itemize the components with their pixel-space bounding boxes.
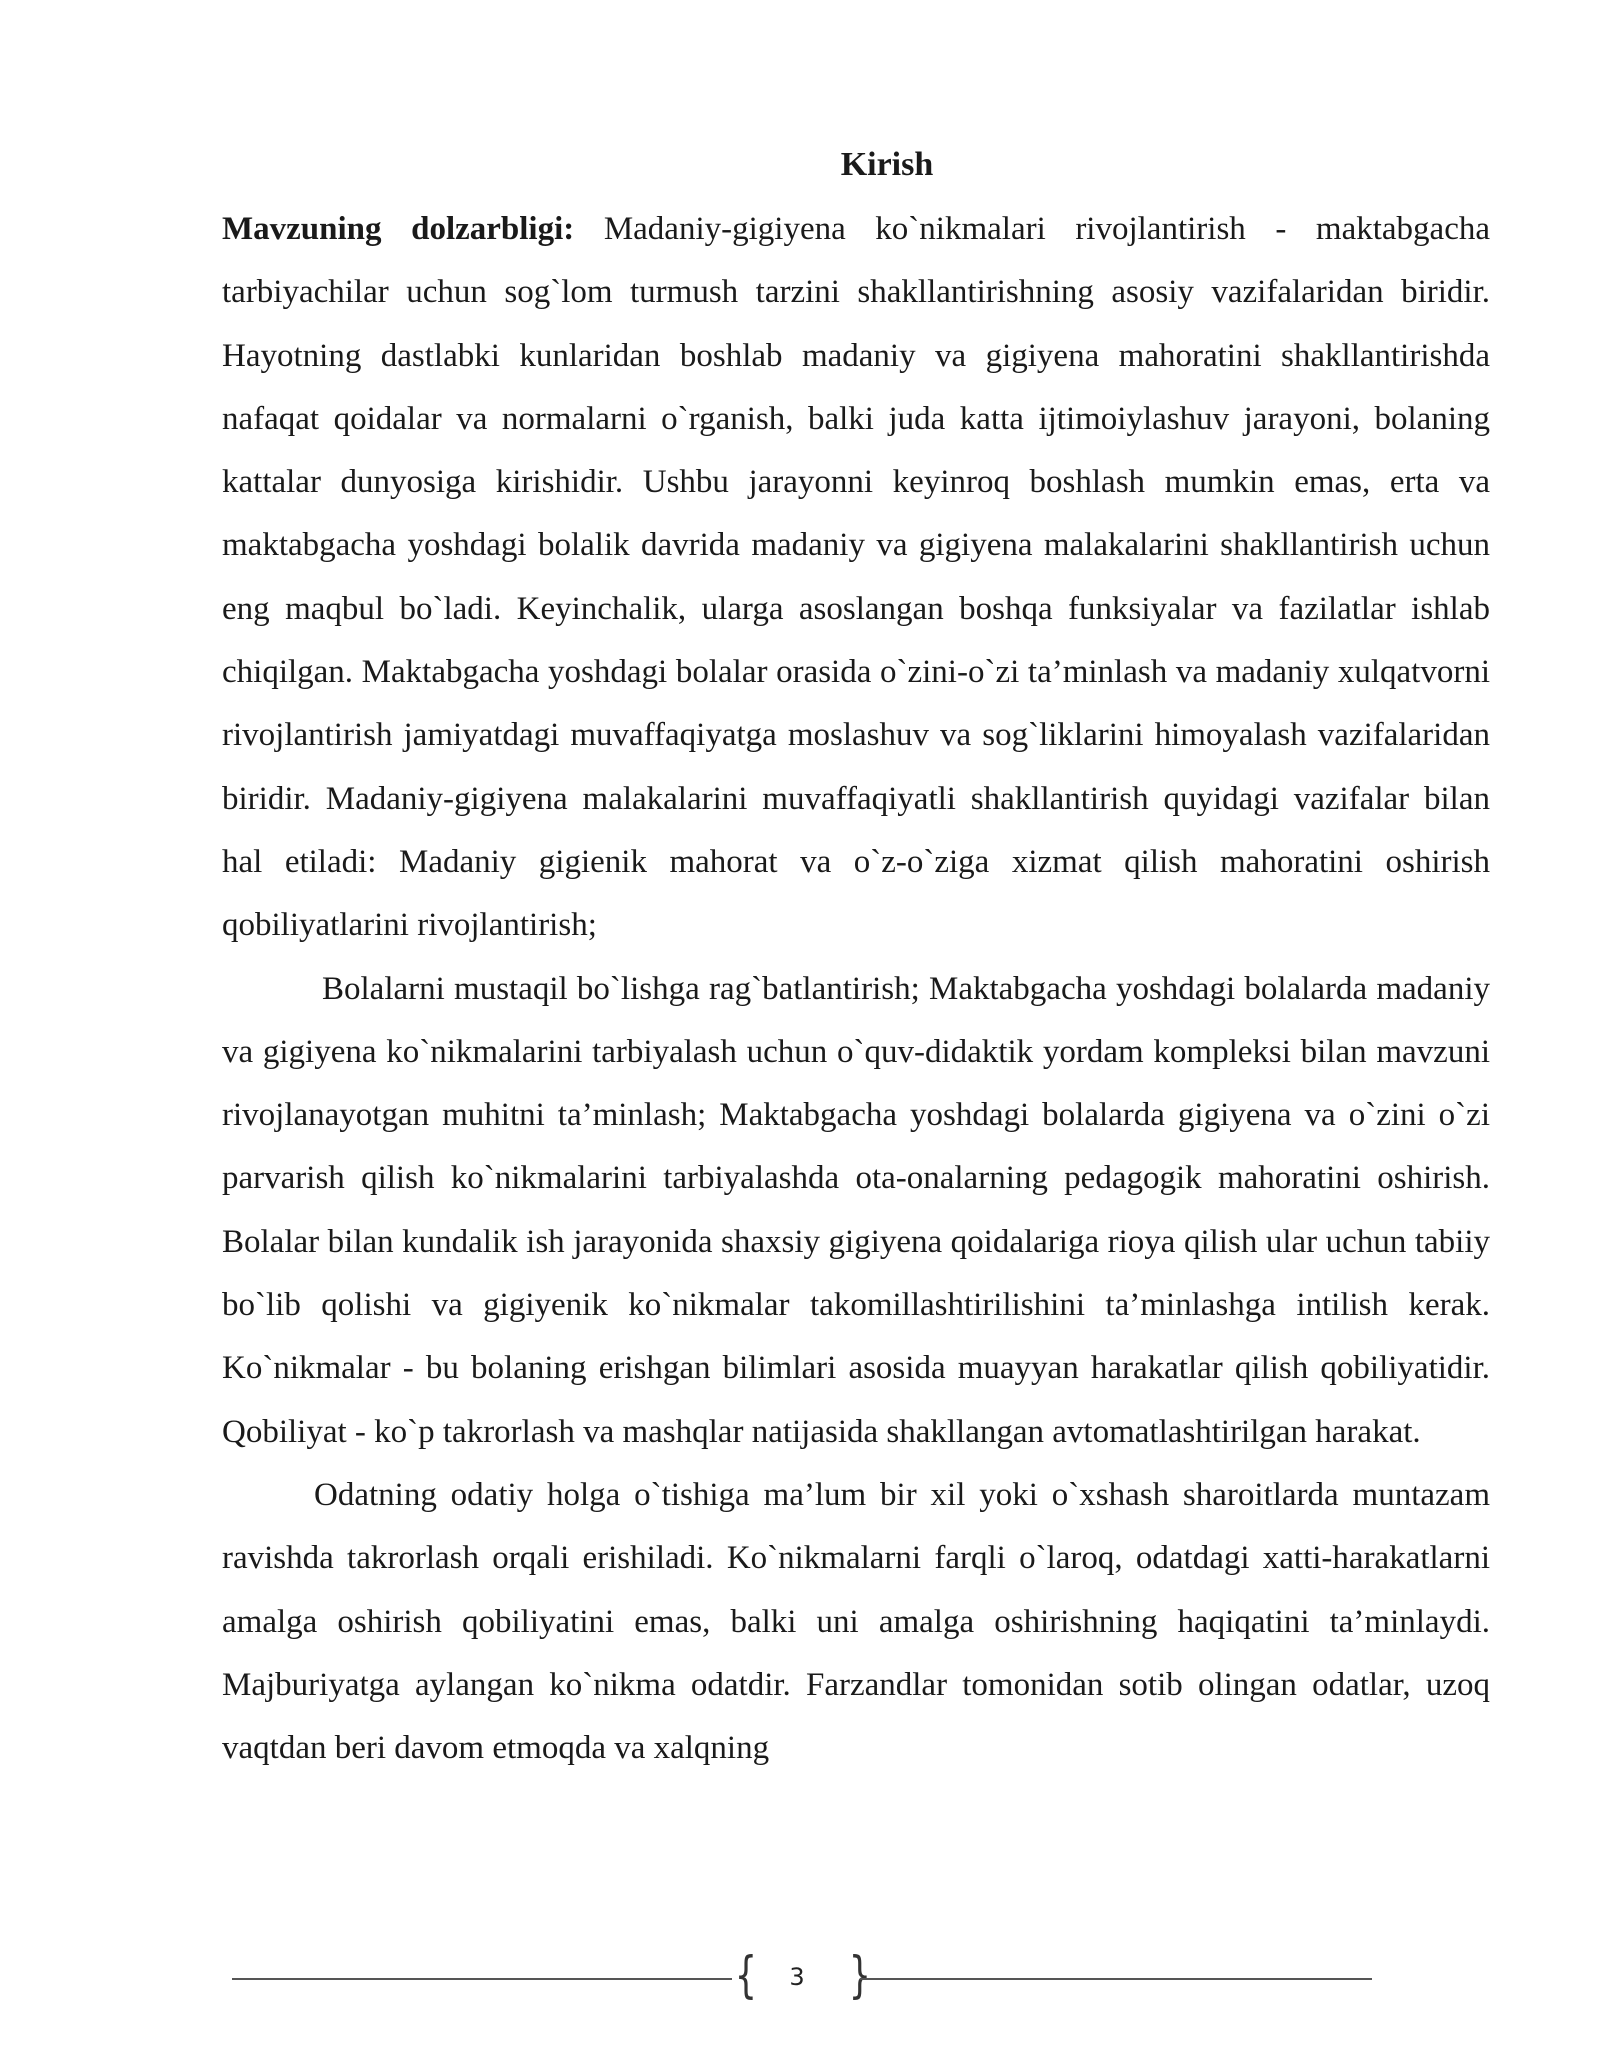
paragraph-tasks: Bolalarni mustaqil bo`lishga rag`batlantirish; Maktabgacha yoshdagi bolalarda madaniy va gigiyena ko`nikmalarini tarbiyalash uchun o`quv-didaktik yordam kompleksi bilan mavzuni rivojlanayotgan muhitni ta’minlash; Maktabgacha yoshdagi bolalarda gigiyena va o`zini o`zi parvarish qilish ko`nikmalarini tarbiyalashda ota-onalarning pedagogik mahoratini oshirish. Bolalar bilan kundalik ish jarayonida shaxsiy gigiyena qoidalariga rioya qilish ular uchun tabiiy bo`lib qolishi va gigiyenik ko`nikmalar takomillashtirilishini ta’minlashga intilish kerak. Ko`nikmalar - bu bolaning erishgan bilimlari asosida muayyan harakatlar qilish qobiliyatidir. Qobiliyat - ko`p takrorlash va mashqlar natijasida shakllangan avtomatlashtirilgan harakat.	[222, 970, 1490, 1450]
page-number: 3	[789, 1963, 805, 1991]
page-title: Kirish	[840, 146, 934, 183]
paragraph-habits: Odatning odatiy holga o`tishiga ma’lum bir xil yoki o`xshash sharoitlarda muntazam ravishda takrorlash orqali erishiladi. Ko`nikmalarni farqli o`laroq, odatdagi xatti-harakatlarni amalga oshirish qobiliyatini emas, balki uni amalga oshirishning haqiqatini ta’minlaydi. Majburiyatga aylangan ko`nikma odatdir. Farzandlar tomonidan sotib olingan odatlar, uzoq vaqtdan beri davom etmoqda va xalqning	[222, 1476, 1490, 1767]
footer-divider-left	[232, 1978, 732, 1980]
left-brace-icon: {	[734, 1946, 758, 2004]
paragraph-lead: Mavzuning dolzarbligi:	[222, 211, 575, 247]
document-page	[222, 140, 1490, 1780]
paragraph-relevance	[222, 198, 1490, 958]
footer-divider-right	[860, 1978, 1372, 1980]
right-brace-icon: }	[848, 1946, 872, 2004]
page-footer	[232, 1945, 1372, 2005]
paragraph-body: Madaniy-gigiyena ko`nikmalari rivojlantirish - maktabgacha tarbiyachilar uchun sog`lom turmush tarzini shakllantirishning asosiy vazifalaridan biridir. Hayotning dastlabki kunlaridan boshlab madaniy va gigiyena mahoratini shakllantirishda nafaqat qoidalar va normalarni o`rganish, balki juda katta ijtimoiylashuv jarayoni, bolaning kattalar dunyosiga kirishidir. Ushbu jarayonni keyinroq boshlash mumkin emas, erta va maktabgacha yoshdagi bolalik davrida madaniy va gigiyena malakalarini shakllantirish uchun eng maqbul bo`ladi. Keyinchalik, ularga asoslangan boshqa funksiyalar va fazilatlar ishlab chiqilgan. Maktabgacha yoshdagi bolalar orasida o`zini-o`zi ta’minlash va madaniy xulqatvorni rivojlantirish jamiyatdagi muvaffaqiyatga moslashuv va sog`liklarini himoyalash vazifalaridan biridir. Madaniy-gigiyena malakalarini muvaffaqiyatli shakllantirish quyidagi vazifalar bilan hal etiladi: Madaniy gigienik mahorat va o`z-o`ziga xizmat qilish mahoratini oshirish qobiliyatlarini rivojlantirish;	[222, 211, 1490, 944]
